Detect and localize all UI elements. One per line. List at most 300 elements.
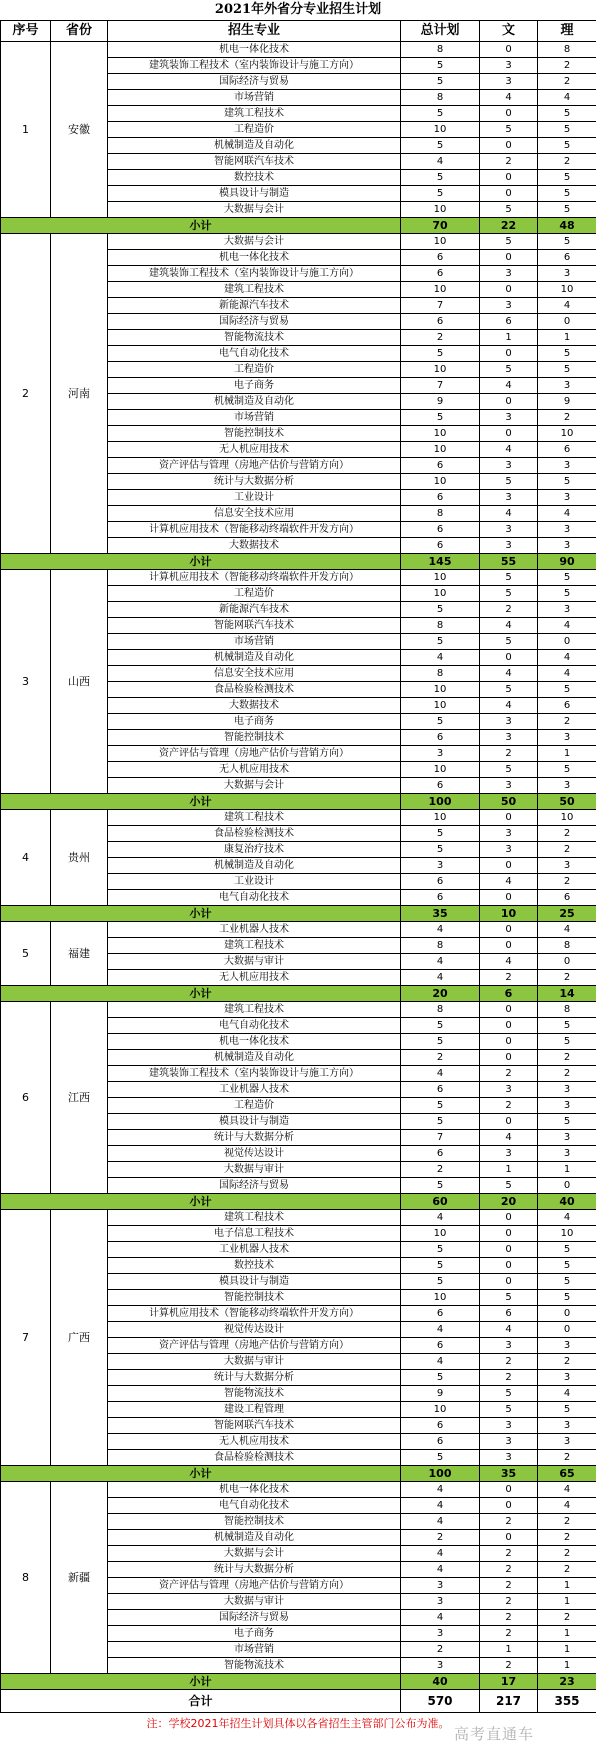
wen-value: 0 (480, 1018, 538, 1034)
total-plan-value: 5 (401, 170, 480, 186)
subtotal-label: 小计 (1, 986, 401, 1002)
total-plan-value: 5 (401, 1242, 480, 1258)
li-value: 5 (538, 1114, 596, 1130)
subtotal-li: 50 (538, 794, 596, 810)
total-plan-value: 6 (401, 490, 480, 506)
major-name: 国际经济与贸易 (108, 1610, 401, 1626)
header-li: 理 (538, 21, 596, 42)
li-value: 0 (538, 314, 596, 330)
major-name: 计算机应用技术（智能移动终端软件开发方向） (108, 522, 401, 538)
li-value: 2 (538, 154, 596, 170)
wen-value: 3 (480, 1082, 538, 1098)
total-plan-value: 8 (401, 666, 480, 682)
major-name: 国际经济与贸易 (108, 1178, 401, 1194)
enrollment-plan-table (0, 20, 596, 1713)
subtotal-row (1, 1194, 596, 1210)
wen-value: 0 (480, 650, 538, 666)
total-plan-value: 9 (401, 1386, 480, 1402)
table-row (1, 1482, 596, 1498)
province-name: 河南 (51, 234, 108, 554)
wen-value: 0 (480, 186, 538, 202)
wen-value: 0 (480, 1034, 538, 1050)
major-name: 电子信息工程技术 (108, 1226, 401, 1242)
li-value: 2 (538, 826, 596, 842)
major-name: 资产评估与管理（房地产估价与营销方向） (108, 458, 401, 474)
subtotal-wen: 22 (480, 218, 538, 234)
major-name: 电气自动化技术 (108, 1018, 401, 1034)
li-value: 1 (538, 1642, 596, 1658)
table-row (1, 234, 596, 250)
wen-value: 4 (480, 618, 538, 634)
li-value: 3 (538, 538, 596, 554)
grand-total-wen: 217 (480, 1690, 538, 1713)
subtotal-label: 小计 (1, 794, 401, 810)
total-plan-value: 6 (401, 890, 480, 906)
major-name: 资产评估与管理（房地产估价与营销方向） (108, 1578, 401, 1594)
wen-value: 0 (480, 922, 538, 938)
wen-value: 5 (480, 362, 538, 378)
major-name: 建筑工程技术 (108, 938, 401, 954)
wen-value: 4 (480, 378, 538, 394)
li-value: 2 (538, 410, 596, 426)
total-plan-value: 10 (401, 474, 480, 490)
wen-value: 2 (480, 970, 538, 986)
total-plan-value: 10 (401, 1402, 480, 1418)
wen-value: 5 (480, 1402, 538, 1418)
total-plan-value: 5 (401, 1098, 480, 1114)
wen-value: 5 (480, 474, 538, 490)
major-name: 市场营销 (108, 1642, 401, 1658)
total-plan-value: 4 (401, 1482, 480, 1498)
wen-value: 0 (480, 138, 538, 154)
total-plan-value: 5 (401, 1178, 480, 1194)
total-plan-value: 6 (401, 730, 480, 746)
subtotal-row (1, 1466, 596, 1482)
li-value: 4 (538, 90, 596, 106)
wen-value: 2 (480, 1514, 538, 1530)
total-plan-value: 5 (401, 1370, 480, 1386)
wen-value: 0 (480, 426, 538, 442)
li-value: 0 (538, 1306, 596, 1322)
grand-total-value: 570 (401, 1690, 480, 1713)
li-value: 2 (538, 842, 596, 858)
subtotal-label: 小计 (1, 906, 401, 922)
subtotal-li: 48 (538, 218, 596, 234)
wen-value: 2 (480, 154, 538, 170)
province-name: 安徽 (51, 42, 108, 218)
major-name: 资产评估与管理（房地产估价与营销方向） (108, 746, 401, 762)
total-plan-value: 6 (401, 266, 480, 282)
major-name: 信息安全技术应用 (108, 506, 401, 522)
total-plan-value: 6 (401, 1418, 480, 1434)
total-plan-value: 6 (401, 1434, 480, 1450)
li-value: 5 (538, 1258, 596, 1274)
major-name: 建筑装饰工程技术（室内装饰设计与施工方向） (108, 266, 401, 282)
province-name: 江西 (51, 1002, 108, 1194)
wen-value: 0 (480, 810, 538, 826)
total-plan-value: 10 (401, 682, 480, 698)
major-name: 建筑工程技术 (108, 1210, 401, 1226)
province-number: 4 (1, 810, 51, 906)
total-plan-value: 6 (401, 778, 480, 794)
wen-value: 3 (480, 266, 538, 282)
major-name: 食品检验检测技术 (108, 826, 401, 842)
li-value: 1 (538, 1626, 596, 1642)
subtotal-row (1, 794, 596, 810)
wen-value: 2 (480, 602, 538, 618)
wen-value: 0 (480, 42, 538, 58)
total-plan-value: 4 (401, 154, 480, 170)
li-value: 5 (538, 570, 596, 586)
major-name: 电气自动化技术 (108, 1498, 401, 1514)
grand-total-label: 合计 (1, 1690, 401, 1713)
li-value: 3 (538, 1130, 596, 1146)
subtotal-total: 70 (401, 218, 480, 234)
li-value: 2 (538, 970, 596, 986)
total-plan-value: 7 (401, 378, 480, 394)
li-value: 3 (538, 1434, 596, 1450)
li-value: 2 (538, 1546, 596, 1562)
total-plan-value: 10 (401, 234, 480, 250)
major-name: 统计与大数据分析 (108, 1562, 401, 1578)
li-value: 4 (538, 1498, 596, 1514)
li-value: 9 (538, 394, 596, 410)
total-plan-value: 3 (401, 1578, 480, 1594)
li-value: 2 (538, 1514, 596, 1530)
major-name: 工业机器人技术 (108, 1082, 401, 1098)
subtotal-total: 40 (401, 1674, 480, 1690)
total-plan-value: 8 (401, 90, 480, 106)
wen-value: 4 (480, 442, 538, 458)
total-plan-value: 10 (401, 810, 480, 826)
wen-value: 2 (480, 1370, 538, 1386)
sheet-title: 2021年外省分专业招生计划 (214, 2, 382, 17)
wen-value: 5 (480, 682, 538, 698)
subtotal-label: 小计 (1, 554, 401, 570)
wen-value: 3 (480, 58, 538, 74)
table-row (1, 42, 596, 58)
major-name: 机械制造及自动化 (108, 858, 401, 874)
wen-value: 3 (480, 1450, 538, 1466)
li-value: 1 (538, 746, 596, 762)
wen-value: 3 (480, 1434, 538, 1450)
wen-value: 0 (480, 1274, 538, 1290)
subtotal-row (1, 1674, 596, 1690)
province-number: 1 (1, 42, 51, 218)
major-name: 无人机应用技术 (108, 762, 401, 778)
major-name: 机械制造及自动化 (108, 1050, 401, 1066)
wen-value: 2 (480, 1354, 538, 1370)
total-plan-value: 5 (401, 138, 480, 154)
total-plan-value: 5 (401, 1114, 480, 1130)
major-name: 市场营销 (108, 410, 401, 426)
li-value: 1 (538, 1578, 596, 1594)
total-plan-value: 10 (401, 762, 480, 778)
subtotal-li: 25 (538, 906, 596, 922)
total-plan-value: 4 (401, 1498, 480, 1514)
wen-value: 5 (480, 234, 538, 250)
li-value: 5 (538, 586, 596, 602)
subtotal-li: 90 (538, 554, 596, 570)
major-name: 智能控制技术 (108, 1514, 401, 1530)
total-plan-value: 5 (401, 1258, 480, 1274)
total-plan-value: 8 (401, 1002, 480, 1018)
li-value: 2 (538, 1530, 596, 1546)
wen-value: 3 (480, 842, 538, 858)
total-plan-value: 5 (401, 714, 480, 730)
major-name: 食品检验检测技术 (108, 1450, 401, 1466)
major-name: 统计与大数据分析 (108, 1130, 401, 1146)
li-value: 2 (538, 714, 596, 730)
wen-value: 4 (480, 1322, 538, 1338)
wen-value: 3 (480, 1418, 538, 1434)
wen-value: 3 (480, 1146, 538, 1162)
wen-value: 2 (480, 1098, 538, 1114)
li-value: 1 (538, 1594, 596, 1610)
major-name: 大数据与审计 (108, 1594, 401, 1610)
wen-value: 0 (480, 170, 538, 186)
total-plan-value: 6 (401, 538, 480, 554)
total-plan-value: 10 (401, 426, 480, 442)
major-name: 建筑工程技术 (108, 1002, 401, 1018)
subtotal-wen: 35 (480, 1466, 538, 1482)
li-value: 5 (538, 106, 596, 122)
total-plan-value: 4 (401, 1066, 480, 1082)
header-province: 省份 (51, 21, 108, 42)
li-value: 5 (538, 1018, 596, 1034)
total-plan-value: 2 (401, 1162, 480, 1178)
subtotal-label: 小计 (1, 1674, 401, 1690)
wen-value: 4 (480, 874, 538, 890)
li-value: 6 (538, 698, 596, 714)
major-name: 大数据技术 (108, 538, 401, 554)
wen-value: 3 (480, 826, 538, 842)
table-row (1, 810, 596, 826)
li-value: 6 (538, 442, 596, 458)
major-name: 智能物流技术 (108, 1386, 401, 1402)
major-name: 机械制造及自动化 (108, 138, 401, 154)
major-name: 无人机应用技术 (108, 442, 401, 458)
total-plan-value: 8 (401, 506, 480, 522)
major-name: 计算机应用技术（智能移动终端软件开发方向） (108, 1306, 401, 1322)
subtotal-label: 小计 (1, 1194, 401, 1210)
major-name: 电气自动化技术 (108, 890, 401, 906)
major-name: 建筑工程技术 (108, 106, 401, 122)
total-plan-value: 7 (401, 1130, 480, 1146)
li-value: 2 (538, 1354, 596, 1370)
li-value: 5 (538, 1290, 596, 1306)
watermark: 高考直通车 (453, 1725, 534, 1743)
major-name: 模具设计与制造 (108, 1114, 401, 1130)
total-plan-value: 10 (401, 202, 480, 218)
total-plan-value: 6 (401, 522, 480, 538)
li-value: 10 (538, 1226, 596, 1242)
wen-value: 3 (480, 1338, 538, 1354)
grand-total-li: 355 (538, 1690, 596, 1713)
li-value: 4 (538, 922, 596, 938)
header-wen: 文 (480, 21, 538, 42)
wen-value: 0 (480, 890, 538, 906)
major-name: 智能物流技术 (108, 330, 401, 346)
province-name: 广西 (51, 1210, 108, 1466)
wen-value: 5 (480, 1290, 538, 1306)
total-plan-value: 3 (401, 1658, 480, 1674)
li-value: 10 (538, 810, 596, 826)
major-name: 大数据与审计 (108, 954, 401, 970)
major-name: 建设工程管理 (108, 1402, 401, 1418)
total-plan-value: 5 (401, 106, 480, 122)
li-value: 5 (538, 1242, 596, 1258)
li-value: 4 (538, 618, 596, 634)
wen-value: 5 (480, 202, 538, 218)
major-name: 机械制造及自动化 (108, 394, 401, 410)
total-plan-value: 2 (401, 330, 480, 346)
wen-value: 3 (480, 458, 538, 474)
major-name: 大数据技术 (108, 698, 401, 714)
li-value: 3 (538, 858, 596, 874)
li-value: 1 (538, 1658, 596, 1674)
major-name: 大数据与会计 (108, 234, 401, 250)
total-plan-value: 2 (401, 1050, 480, 1066)
subtotal-wen: 55 (480, 554, 538, 570)
total-plan-value: 5 (401, 58, 480, 74)
footnote: 注：学校2021年招生计划具体以各省招生主管部门公布为准。 (146, 1717, 450, 1730)
major-name: 建筑装饰工程技术（室内装饰设计与施工方向） (108, 58, 401, 74)
major-name: 电子商务 (108, 714, 401, 730)
total-plan-value: 5 (401, 410, 480, 426)
wen-value: 0 (480, 1242, 538, 1258)
total-plan-value: 5 (401, 186, 480, 202)
total-plan-value: 4 (401, 1514, 480, 1530)
wen-value: 2 (480, 1546, 538, 1562)
li-value: 6 (538, 250, 596, 266)
total-plan-value: 3 (401, 1594, 480, 1610)
major-name: 工业机器人技术 (108, 1242, 401, 1258)
total-plan-value: 2 (401, 1530, 480, 1546)
total-plan-value: 4 (401, 970, 480, 986)
li-value: 3 (538, 1082, 596, 1098)
major-name: 机电一体化技术 (108, 1034, 401, 1050)
wen-value: 0 (480, 1530, 538, 1546)
total-plan-value: 6 (401, 874, 480, 890)
wen-value: 5 (480, 762, 538, 778)
li-value: 5 (538, 1034, 596, 1050)
wen-value: 0 (480, 1050, 538, 1066)
li-value: 2 (538, 1562, 596, 1578)
total-plan-value: 4 (401, 1210, 480, 1226)
major-name: 机电一体化技术 (108, 42, 401, 58)
wen-value: 3 (480, 522, 538, 538)
major-name: 工程造价 (108, 362, 401, 378)
header-total-plan: 总计划 (401, 21, 480, 42)
province-number: 7 (1, 1210, 51, 1466)
total-plan-value: 5 (401, 634, 480, 650)
major-name: 市场营销 (108, 634, 401, 650)
major-name: 视觉传达设计 (108, 1146, 401, 1162)
province-number: 8 (1, 1482, 51, 1674)
major-name: 智能控制技术 (108, 1290, 401, 1306)
wen-value: 1 (480, 1642, 538, 1658)
total-plan-value: 2 (401, 1642, 480, 1658)
total-plan-value: 5 (401, 842, 480, 858)
total-plan-value: 4 (401, 922, 480, 938)
major-name: 视觉传达设计 (108, 1322, 401, 1338)
li-value: 2 (538, 58, 596, 74)
wen-value: 0 (480, 1210, 538, 1226)
li-value: 0 (538, 1178, 596, 1194)
wen-value: 5 (480, 570, 538, 586)
subtotal-li: 23 (538, 1674, 596, 1690)
li-value: 3 (538, 378, 596, 394)
total-plan-value: 6 (401, 1338, 480, 1354)
wen-value: 0 (480, 250, 538, 266)
header-major: 招生专业 (108, 21, 401, 42)
li-value: 4 (538, 1210, 596, 1226)
subtotal-row (1, 554, 596, 570)
subtotal-total: 60 (401, 1194, 480, 1210)
li-value: 2 (538, 1050, 596, 1066)
subtotal-wen: 20 (480, 1194, 538, 1210)
major-name: 机械制造及自动化 (108, 650, 401, 666)
wen-value: 6 (480, 1306, 538, 1322)
major-name: 建筑工程技术 (108, 282, 401, 298)
major-name: 新能源汽车技术 (108, 298, 401, 314)
total-plan-value: 4 (401, 1562, 480, 1578)
li-value: 5 (538, 202, 596, 218)
total-plan-value: 10 (401, 1290, 480, 1306)
wen-value: 3 (480, 298, 538, 314)
subtotal-li: 14 (538, 986, 596, 1002)
li-value: 5 (538, 346, 596, 362)
wen-value: 1 (480, 1162, 538, 1178)
total-plan-value: 10 (401, 1226, 480, 1242)
wen-value: 0 (480, 346, 538, 362)
wen-value: 4 (480, 954, 538, 970)
wen-value: 1 (480, 330, 538, 346)
major-name: 国际经济与贸易 (108, 74, 401, 90)
li-value: 2 (538, 74, 596, 90)
major-name: 建筑装饰工程技术（室内装饰设计与施工方向） (108, 1066, 401, 1082)
subtotal-total: 100 (401, 1466, 480, 1482)
li-value: 2 (538, 1066, 596, 1082)
subtotal-total: 20 (401, 986, 480, 1002)
major-name: 大数据与会计 (108, 1546, 401, 1562)
subtotal-row (1, 218, 596, 234)
li-value: 4 (538, 1386, 596, 1402)
wen-value: 3 (480, 490, 538, 506)
li-value: 5 (538, 1402, 596, 1418)
total-plan-value: 3 (401, 746, 480, 762)
wen-value: 2 (480, 746, 538, 762)
li-value: 5 (538, 1274, 596, 1290)
major-name: 无人机应用技术 (108, 970, 401, 986)
wen-value: 0 (480, 858, 538, 874)
wen-value: 5 (480, 1178, 538, 1194)
major-name: 工程造价 (108, 586, 401, 602)
li-value: 3 (538, 1098, 596, 1114)
li-value: 3 (538, 730, 596, 746)
li-value: 3 (538, 1370, 596, 1386)
li-value: 5 (538, 138, 596, 154)
major-name: 工业设计 (108, 874, 401, 890)
major-name: 大数据与审计 (108, 1354, 401, 1370)
wen-value: 6 (480, 314, 538, 330)
li-value: 3 (538, 602, 596, 618)
wen-value: 0 (480, 1114, 538, 1130)
major-name: 数控技术 (108, 170, 401, 186)
li-value: 3 (538, 266, 596, 282)
province-number: 5 (1, 922, 51, 986)
